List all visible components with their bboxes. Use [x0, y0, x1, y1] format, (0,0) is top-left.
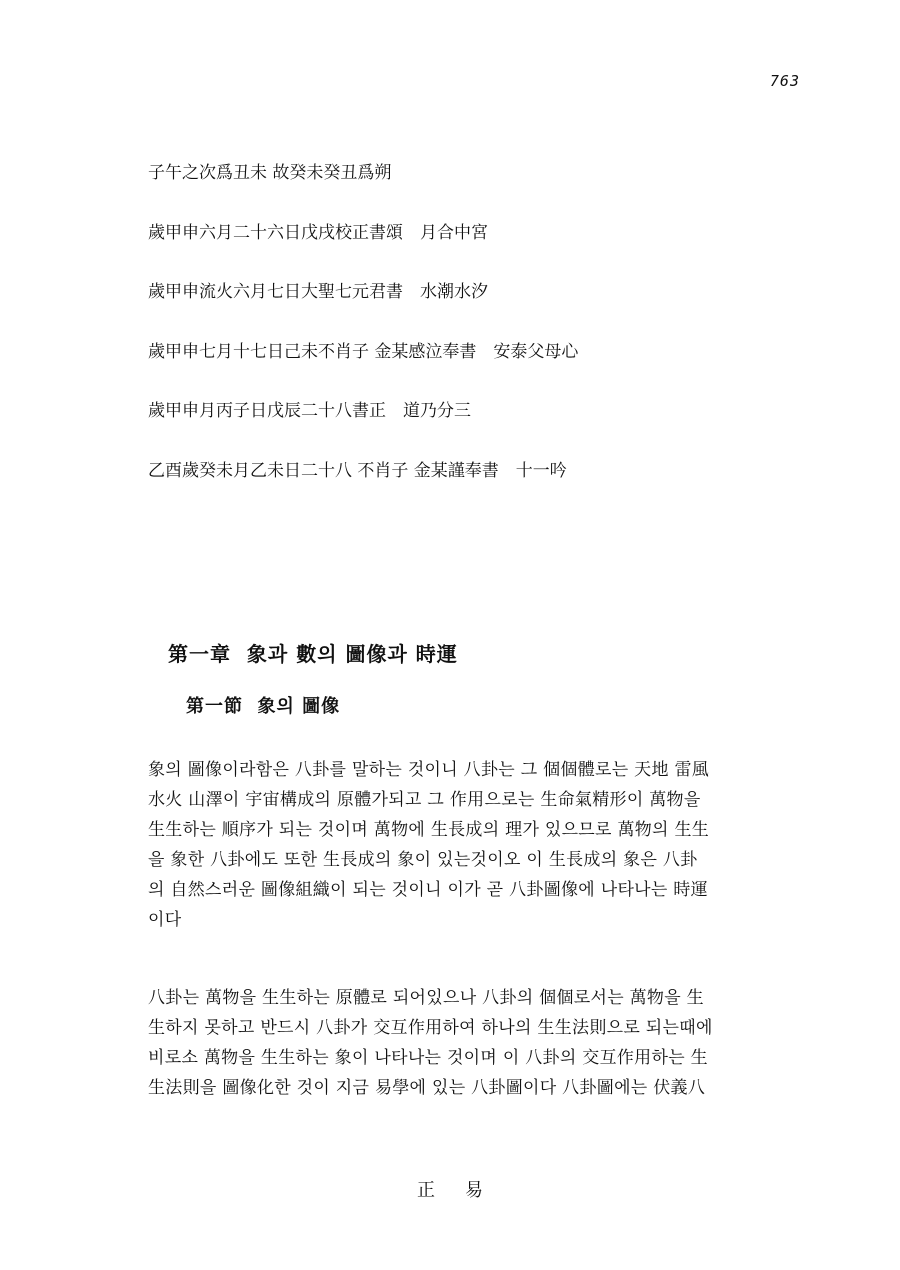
- body-paragraph: [148, 755, 808, 935]
- page-number: 763: [769, 72, 800, 90]
- section-title: 第一節 象의 圖像: [186, 696, 341, 717]
- colophon-line: 歲甲申月丙子日戊辰二十八書正 道乃分三: [148, 401, 471, 421]
- running-footer: 正易: [417, 1180, 513, 1201]
- colophon-line: 子午之次爲丑未 故癸未癸丑爲朔: [148, 163, 392, 183]
- paragraph-line: 의 自然스러운 圖像組織이 되는 것이니 이가 곧 八卦圖像에 나타나는 時運: [148, 880, 708, 900]
- paragraph-line: 을 象한 八卦에도 또한 生長成의 象이 있는것이오 이 生長成의 象은 八卦: [148, 850, 698, 870]
- colophon-list: [148, 163, 578, 520]
- paragraph-line: 生하지 못하고 반드시 八卦가 交互作用하여 하나의 生生法則으로 되는때에: [148, 1018, 713, 1038]
- paragraph-line: 象의 圖像이라함은 八卦를 말하는 것이니 八卦는 그 個個體로는 天地 雷風: [148, 760, 710, 780]
- colophon-line: 歲甲申七月十七日己未不肖子 金某感泣奉書 安泰父母心: [148, 341, 579, 362]
- colophon-line: 歲甲申流火六月七日大聖七元君書 水潮水汐: [148, 282, 488, 302]
- chapter-title: 第一章 象과 數의 圖像과 時運: [168, 642, 458, 666]
- paragraph-line: 生生하는 順序가 되는 것이며 萬物에 生長成의 理가 있으므로 萬物의 生生: [148, 820, 710, 840]
- paragraph-line: 生法則을 圖像化한 것이 지금 易學에 있는 八卦圖이다 八卦圖에는 伏義八: [148, 1078, 706, 1098]
- paragraph-line: 水火 山澤이 宇宙構成의 原體가되고 그 作用으로는 生命氣精形이 萬物을: [148, 790, 701, 810]
- paragraph-line: 이다: [148, 910, 182, 930]
- paragraph-line: 비로소 萬物을 生生하는 象이 나타나는 것이며 이 八卦의 交互作用하는 生: [148, 1048, 708, 1068]
- colophon-line: 乙酉歲癸未月乙未日二十八 不肖子 金某謹奉書 十一吟: [148, 460, 567, 481]
- paragraph-line: 八卦는 萬物을 生生하는 原體로 되어있으나 八卦의 個個로서는 萬物을 生: [148, 988, 704, 1008]
- colophon-line: 歲甲申六月二十六日戊戌校正書頌 月合中宮: [148, 222, 488, 243]
- body-paragraph: [148, 983, 808, 1103]
